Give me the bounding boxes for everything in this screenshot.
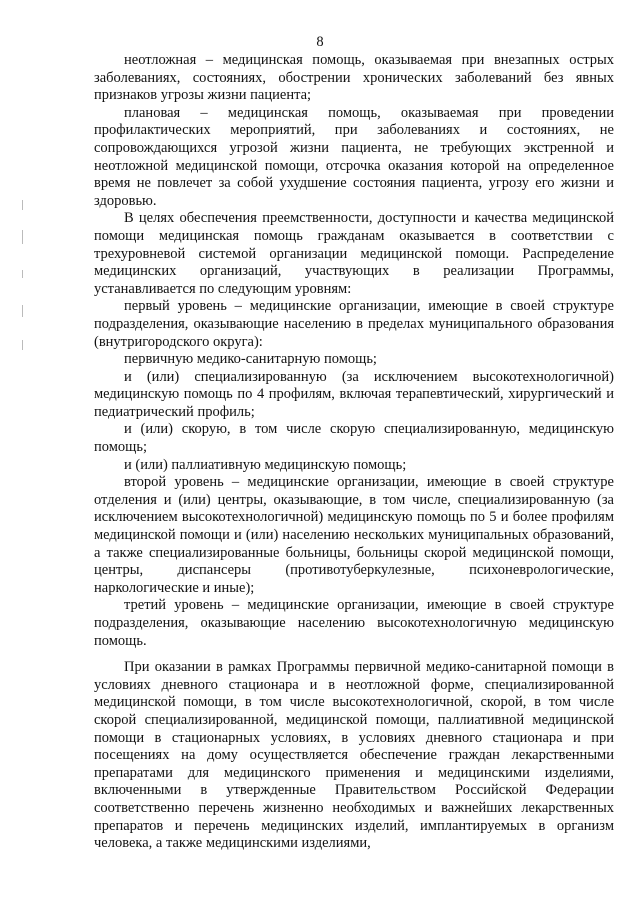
document-body xyxy=(94,52,614,853)
paragraph-palliative-care: и (или) паллиативную медицинскую помощь; xyxy=(124,456,407,473)
paragraph-third-level: третий уровень – медицинские организации, имеющие в своей структуре подразделения, оказывающие населению высокотехнологичную медицинскую помощь. xyxy=(94,597,614,649)
paragraph-primary-care: первичную медико-санитарную помощь; xyxy=(124,351,377,368)
paragraph-specialized-care: и (или) специализированную (за исключением высокотехнологичной) медицинскую помощь по 4 профилям, включая терапевтический, хирургический и педиатрический профиль; xyxy=(94,368,614,420)
paragraph-second-level: второй уровень – медицинские организации, имеющие в своей структуре отделения и (или) центры, оказывающие, в том числе, специализированную (за исключением высокотехнологичной) медицинскую помощь по 5 и более профилям медицинской помощи и (или) населению нескольких муниципальных образований, а также специализированные больницы, больницы скорой медицинской помощи, центры, диспансеры (противотуберкулезные, психоневрологические, наркологические и иные); xyxy=(94,474,614,596)
paragraph-three-level-system: В целях обеспечения преемственности, доступности и качества медицинской помощи медицинская помощь гражданам оказывается в соответствии с трехуровневой системой организации медицинской помощи. Распределение медицинских организаций, участвующих в реализации Программы, устанавливается по следующим уровням: xyxy=(94,210,614,297)
paragraph-drug-provision: При оказании в рамках Программы первичной медико-санитарной помощи в условиях дневного стационара и в неотложной форме, специализированной медицинской помощи, в том числе высокотехнологичной, скорой, в том числе скорой специализированной, медицинской помощи, паллиативной медицинской помощи в стационарных условиях, в условиях дневного стационара и при посещениях на дому осуществляется обеспечение граждан лекарственными препаратами для медицинского применения и медицинскими изделиями, включенными в утвержденные Правительством Российской Федерации соответственно перечень жизненно необходимых и важнейших лекарственных препаратов и перечень медицинских изделий, имплантируемых в организм человека, а также медицинскими изделиями, xyxy=(94,659,614,852)
paragraph-planned-care: плановая – медицинская помощь, оказываемая при проведении профилактических мероприятий, при заболеваниях и состояниях, не сопровождающихся угрозой жизни пациента, не требующих экстренной и неотложной медицинской помощи, отсрочка оказания которой на определенное время не повлечет за собой ухудшение состояния пациента, угрозу его жизни и здоровью. xyxy=(94,104,614,209)
paragraph-emergency-care: и (или) скорую, в том числе скорую специализированную, медицинскую помощь; xyxy=(94,421,614,456)
paragraph-urgent-care: неотложная – медицинская помощь, оказываемая при внезапных острых заболеваниях, состояниях, обострении хронических заболеваний без явных признаков угрозы жизни пациента; xyxy=(94,52,614,104)
paragraph-first-level: первый уровень – медицинские организации, имеющие в своей структуре подразделения, оказывающие населению в пределах муниципального образования (внутригородского округа): xyxy=(94,298,614,350)
page-number: 8 xyxy=(316,34,324,50)
scan-margin-marks xyxy=(20,200,26,360)
